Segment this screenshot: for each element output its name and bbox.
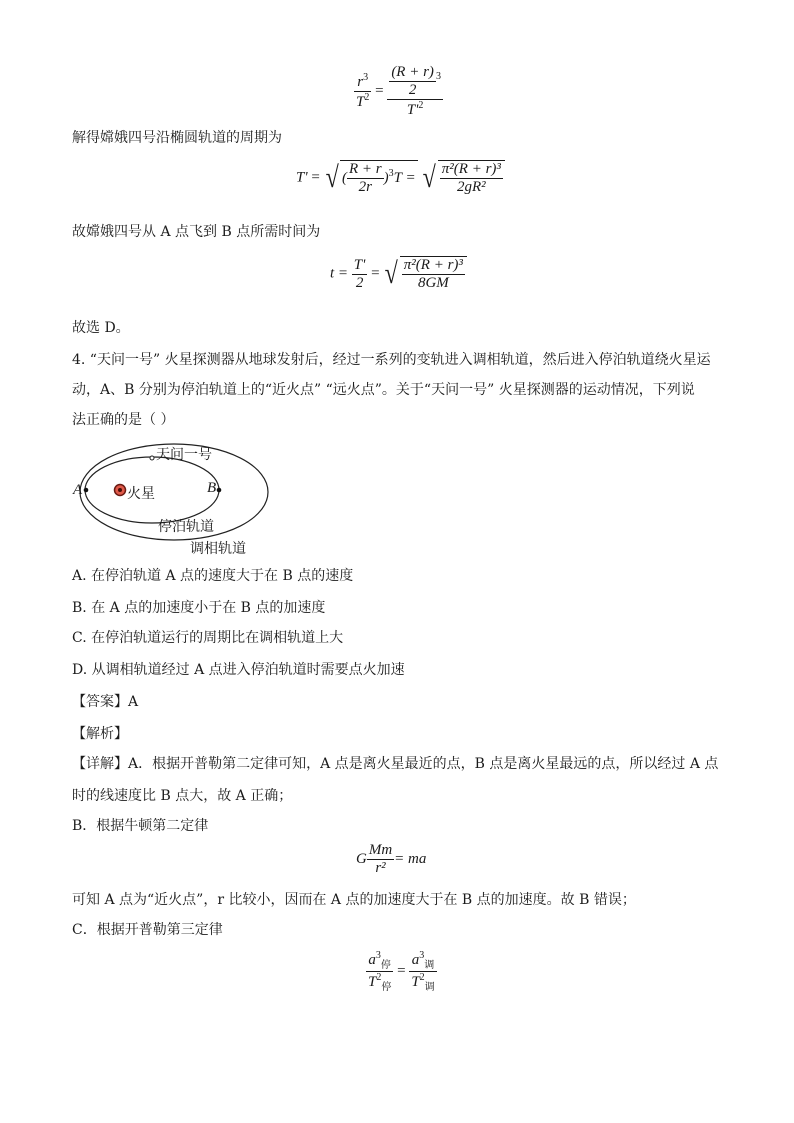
parking-orbit-label: 停泊轨道 <box>158 519 214 535</box>
detail-c-title: C．根据开普勒第三定律 <box>72 922 223 938</box>
label-b: B <box>207 480 217 496</box>
text-time-a-to-b: 故嫦娥四号从 A 点飞到 B 点所需时间为 <box>72 224 321 240</box>
detail-line-1: 【详解】A．根据开普勒第二定律可知，A 点是离火星最近的点，B 点是离火星最远的点，所以经过 A 点 <box>72 756 719 772</box>
option-d: D. 从调相轨道经过 A 点进入停泊轨道时需要点火加速 <box>72 662 405 678</box>
phasing-orbit-label: 调相轨道 <box>190 541 246 557</box>
detail-b-text: 可知 A 点为“近火点”，r 比较小，因而在 A 点的加速度大于在 B 点的加速度。故 B 错误； <box>72 892 636 908</box>
equation-flight-time: t = $\frac{T'}{2}$ = √ $\frac{\text{π²(R + r)³}}{8GM}$ <box>330 256 467 292</box>
point-a-dot <box>84 488 89 493</box>
option-b: B. 在 A 点的加速度小于在 B 点的加速度 <box>72 600 326 616</box>
option-a: A. 在停泊轨道 A 点的速度大于在 B 点的速度 <box>72 568 354 584</box>
option-c: C. 在停泊轨道运行的周期比在调相轨道上大 <box>72 630 344 646</box>
question-line-2: 动，A、B 分别为停泊轨道上的“近火点” “远火点”。关于“天问一号” 火星探测器的运动情况，下列说 <box>72 382 695 398</box>
label-a: A <box>73 482 83 498</box>
text-choose-d: 故选 D。 <box>72 320 130 336</box>
question-line-1: 4. “天问一号” 火星探测器从地球发射后，经过一系列的变轨进入调相轨道，然后进入停泊轨道绕火星运 <box>72 352 711 368</box>
mars-label: 火星 <box>127 486 155 502</box>
question-line-3: 法正确的是（ ） <box>72 412 175 428</box>
probe-label: 天问一号 <box>156 447 212 463</box>
answer-line: 【答案】A <box>72 694 139 710</box>
point-b-dot <box>217 488 222 493</box>
equation-elliptical-period: T' = √ ( $\frac{R + r}{2r}$ )$^3$T = √ $\frac{\text{π²(R + r)³}}{\text{2gR²}}$ <box>296 160 505 196</box>
detail-line-2: 时的线速度比 B 点大，故 A 正确； <box>72 788 293 804</box>
equation-kepler-third-ratio: $\frac{r^3}{T^2}$ = $\frac{(R + r)}{2}$ $^3$ $T'^2$ <box>356 64 441 118</box>
equation-newton-second: G $\frac{Mm}{\text{r²}}$ = ma <box>356 842 427 876</box>
equation-kepler-third: $\frac{a^3_停}{T^2_停}$ = $\frac{a^3_调}{T^2_调}$ <box>368 950 435 993</box>
analysis-label: 【解析】 <box>72 726 128 742</box>
detail-b-title: B．根据牛顿第二定律 <box>72 818 209 834</box>
probe-dot <box>150 456 154 460</box>
text-solve-period: 解得嫦娥四号沿椭圆轨道的周期为 <box>72 130 282 146</box>
